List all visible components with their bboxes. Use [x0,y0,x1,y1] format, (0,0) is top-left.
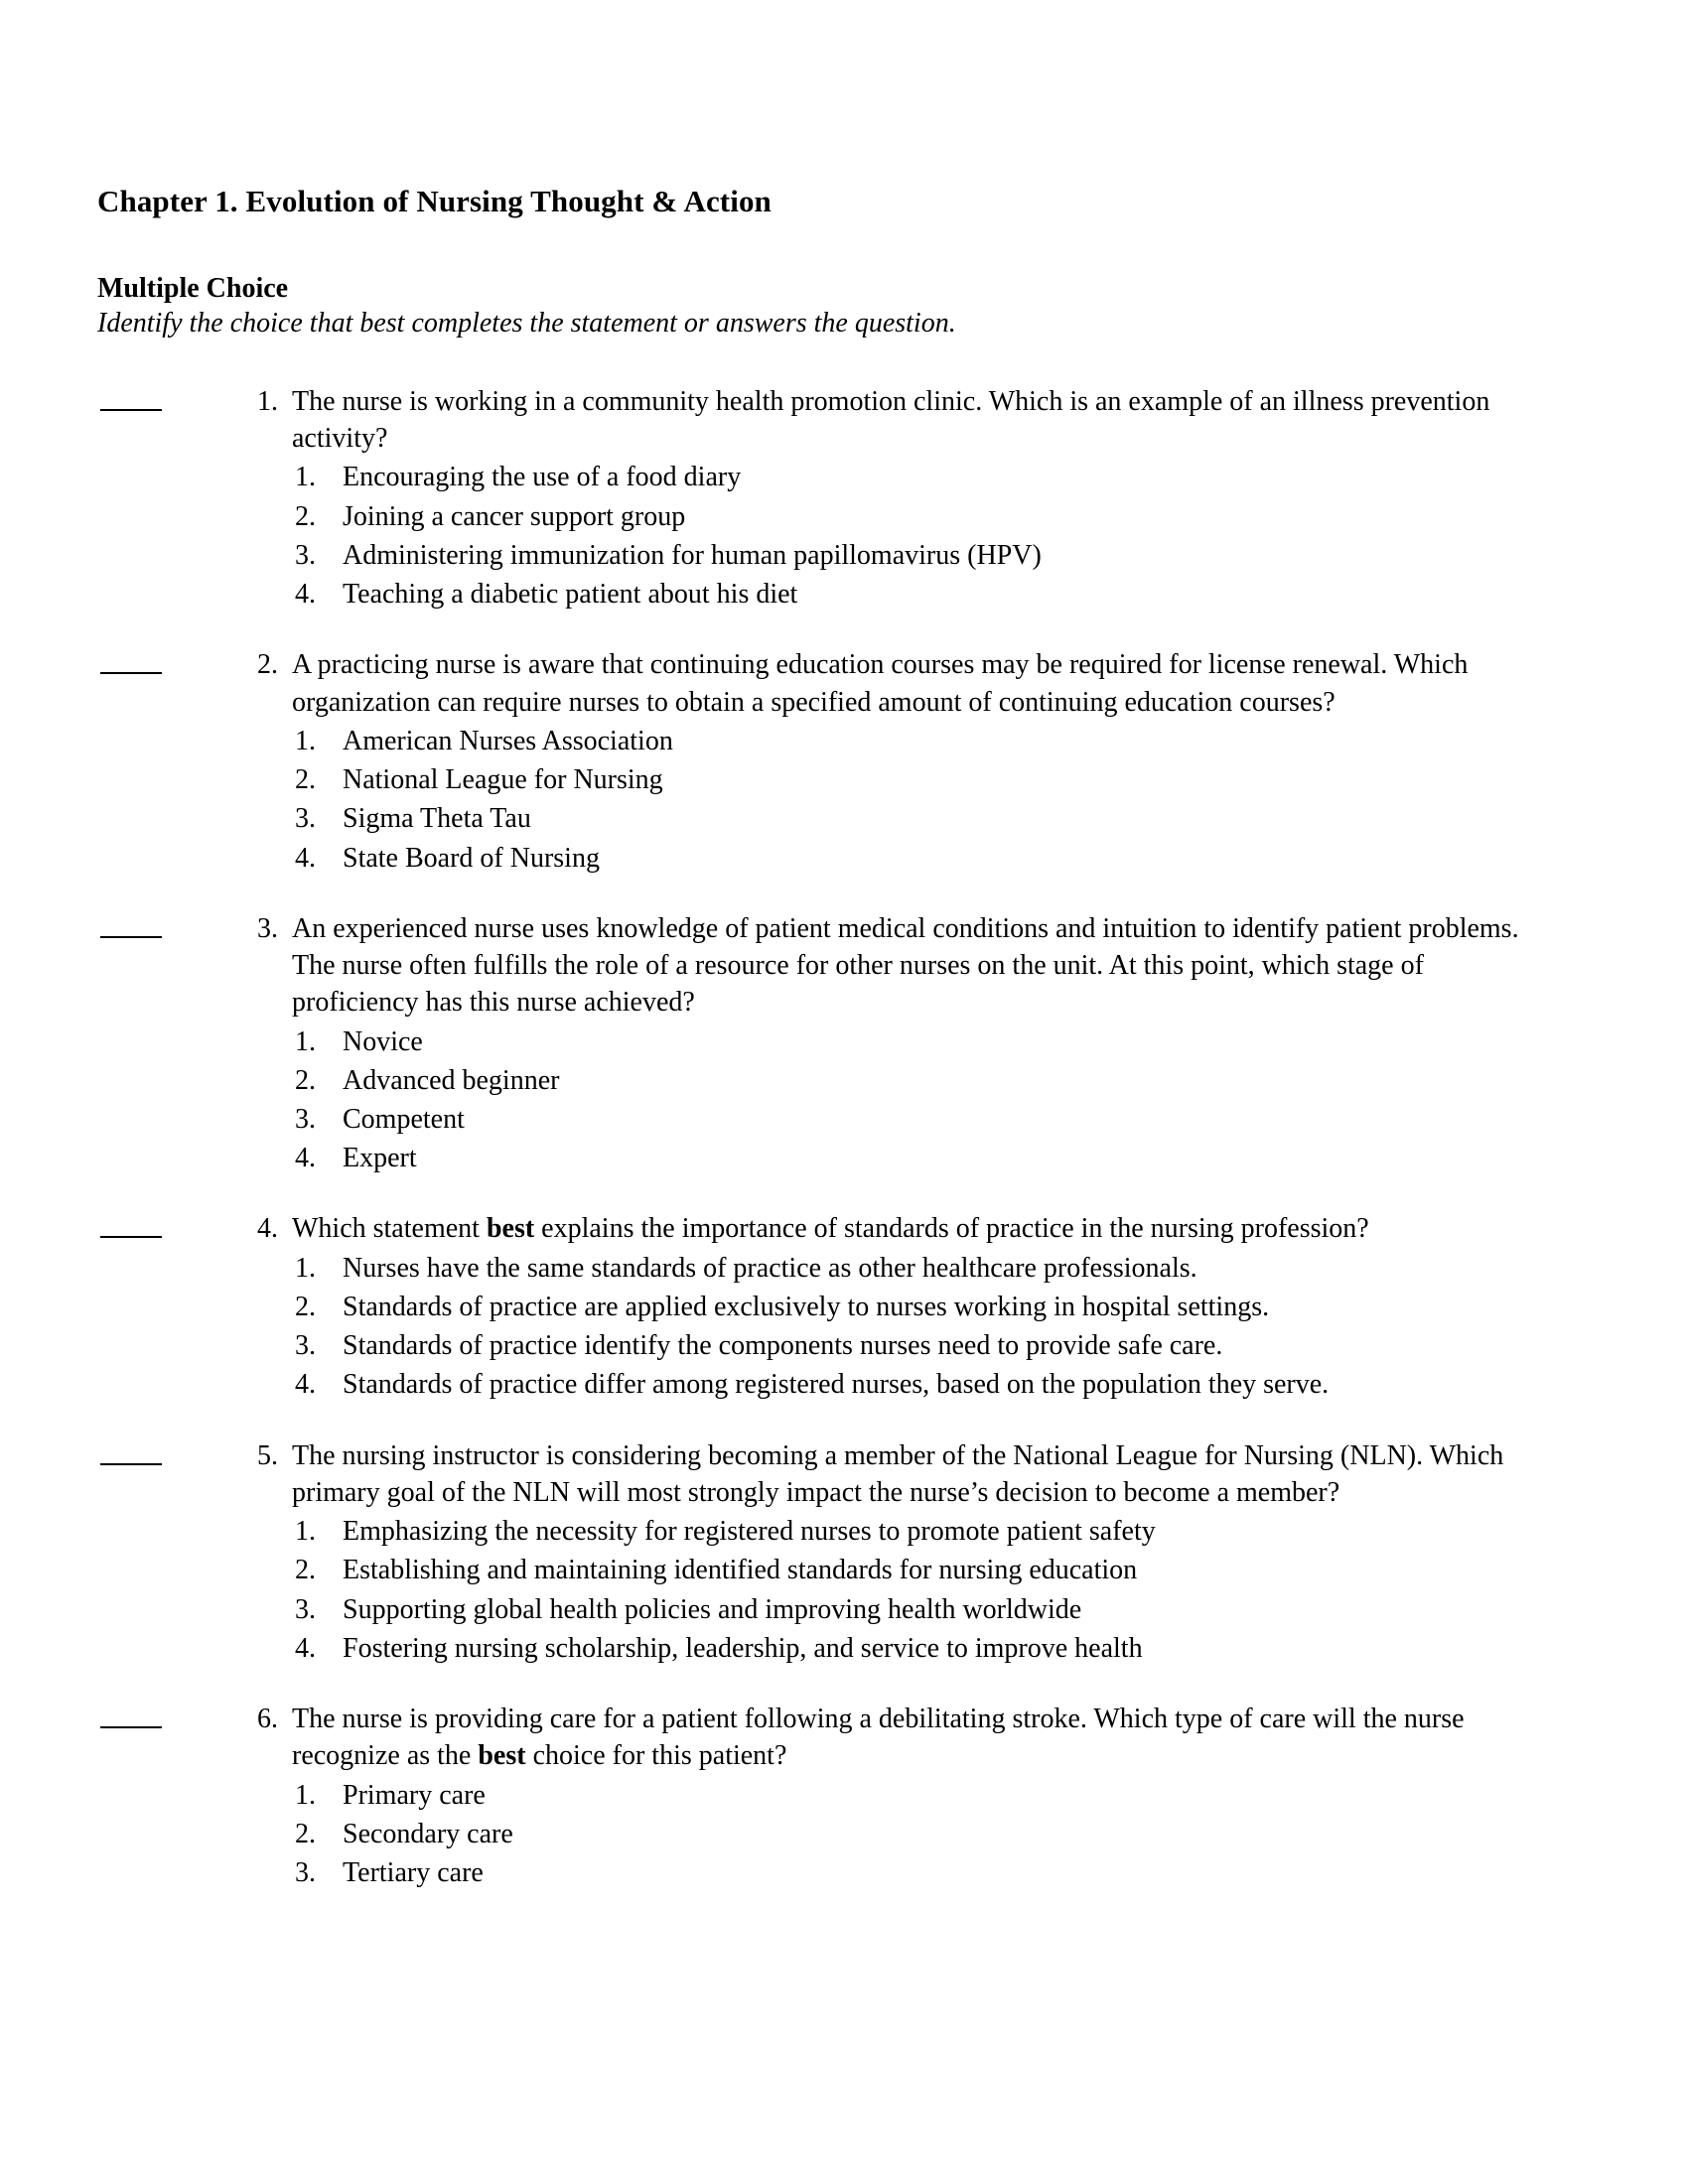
answer-blank[interactable] [97,646,224,674]
question-item [97,1210,1539,1403]
question-item [97,1701,1539,1891]
question-stem-emphasis: best [478,1740,526,1772]
choice-text: Nurses have the same standards of practice as other healthcare professionals. [343,1252,1197,1284]
choice-item[interactable] [292,537,1539,574]
choice-text: Teaching a diabetic patient about his diet [343,579,798,611]
choice-item[interactable] [292,723,1539,759]
choice-number: 1. [295,1025,316,1057]
answer-blank[interactable] [97,910,224,938]
answer-blank-line[interactable] [100,652,162,674]
choice-text: Establishing and maintaining identified standards for nursing education [343,1555,1138,1586]
choice-item[interactable] [292,1854,1539,1891]
choice-text: Advanced beginner [343,1064,560,1096]
choice-item[interactable] [292,1816,1539,1852]
choice-number: 3. [295,1103,316,1135]
question-stem-text: The nursing instructor is considering becoming a member of the National League for Nursing (NLN). Which primary goal of the NLN will most strongly impact the nurse’s decision to become a member? [292,1439,1504,1508]
choice-number: 4. [295,842,316,874]
question-item [97,646,1539,876]
question-stem [292,1210,1539,1247]
choice-text: Standards of practice are applied exclusively to nurses working in hospital settings. [343,1291,1270,1322]
choice-number: 3. [295,1593,316,1625]
choice-item[interactable] [292,1366,1539,1403]
question-body [292,910,1539,1177]
choice-number: 1. [295,1779,316,1811]
question-body [292,1437,1539,1667]
choice-number: 2. [295,1291,316,1322]
choice-item[interactable] [292,1552,1539,1588]
choice-list [292,1250,1539,1404]
choice-text: Sigma Theta Tau [343,803,531,835]
choice-text: Competent [343,1103,465,1135]
question-stem [292,383,1539,457]
section-instruction: Identify the choice that best completes the statement or answers the question. [97,308,956,339]
choice-number: 4. [295,1369,316,1401]
question-stem [292,1701,1539,1774]
choice-list [292,459,1539,613]
choice-item[interactable] [292,1591,1539,1628]
choice-number: 1. [295,1252,316,1284]
choice-text: Expert [343,1143,417,1174]
choice-item[interactable] [292,1250,1539,1287]
choice-list [292,723,1539,877]
answer-blank[interactable] [97,1210,224,1238]
answer-blank[interactable] [97,383,224,411]
choice-item[interactable] [292,1024,1539,1060]
choice-item[interactable] [292,1327,1539,1364]
question-body [292,383,1539,613]
answer-blank-line[interactable] [100,1706,162,1728]
choice-item[interactable] [292,840,1539,877]
choice-text: Supporting global health policies and improving health worldwide [343,1593,1082,1625]
choice-number: 3. [295,803,316,835]
choice-number: 2. [295,1555,316,1586]
choice-number: 2. [295,1064,316,1096]
choice-text: National League for Nursing [343,764,663,796]
question-number: 4. [257,1213,278,1245]
answer-blank-line[interactable] [100,389,162,411]
choice-text: Encouraging the use of a food diary [343,462,742,493]
choice-number: 4. [295,1143,316,1174]
choice-text: Standards of practice identify the components nurses need to provide safe care. [343,1330,1223,1362]
question-stem-text: Which statement [292,1213,487,1245]
choice-number: 3. [295,539,316,571]
choice-number: 2. [295,1818,316,1849]
question-stem-emphasis: best [486,1213,535,1245]
choice-number: 1. [295,462,316,493]
choice-item[interactable] [292,576,1539,613]
question-body [292,1701,1539,1891]
choice-item[interactable] [292,1101,1539,1138]
question-number: 6. [257,1704,278,1735]
choice-text: Standards of practice differ among registered nurses, based on the population they serve. [343,1369,1330,1401]
choice-item[interactable] [292,761,1539,798]
question-stem-text: explains the importance of standards of practice in the nursing profession? [534,1213,1369,1245]
choice-item[interactable] [292,1630,1539,1667]
choice-text: Novice [343,1025,423,1057]
choice-list [292,1777,1539,1892]
question-number: 3. [257,912,278,944]
choice-number: 2. [295,764,316,796]
question-stem-text: An experienced nurse uses knowledge of patient medical conditions and intuition to identify patient problems. The nurse often fulfills the role of a resource for other nurses on the unit. At this point, which stage of proficiency has this nurse achieved? [292,912,1519,1019]
question-stem-text: choice for this patient? [525,1740,787,1772]
choice-number: 1. [295,1516,316,1548]
answer-blank[interactable] [97,1701,224,1728]
question-number: 5. [257,1439,278,1471]
choice-text: Emphasizing the necessity for registered nurses to promote patient safety [343,1516,1156,1548]
answer-blank-line[interactable] [100,916,162,938]
question-stem-text: The nurse is providing care for a patient following a debilitating stroke. Which type of care will the nurse recognize as the [292,1704,1465,1772]
choice-number: 3. [295,1856,316,1888]
choice-list [292,1024,1539,1177]
question-item [97,383,1539,613]
question-body [292,646,1539,876]
choice-list [292,1513,1539,1667]
choice-item[interactable] [292,1140,1539,1176]
choice-text: Tertiary care [343,1856,484,1888]
question-stem [292,1437,1539,1511]
choice-number: 1. [295,725,316,756]
choice-text: Secondary care [343,1818,513,1849]
question-number: 2. [257,649,278,681]
answer-blank-line[interactable] [100,1443,162,1465]
choice-item[interactable] [292,1513,1539,1550]
answer-blank[interactable] [97,1437,224,1465]
choice-text: State Board of Nursing [343,842,600,874]
choice-item[interactable] [292,459,1539,495]
question-body [292,1210,1539,1403]
question-number: 1. [257,386,278,417]
choice-text: Fostering nursing scholarship, leadership, and service to improve health [343,1632,1143,1664]
choice-text: Joining a cancer support group [343,500,686,532]
choice-number: 4. [295,1632,316,1664]
question-item [97,1437,1539,1667]
question-item [97,910,1539,1177]
choice-item[interactable] [292,1777,1539,1814]
question-stem [292,910,1539,1022]
section-heading: Multiple Choice [97,273,289,304]
choice-item[interactable] [292,1062,1539,1099]
choice-text: American Nurses Association [343,725,673,756]
choice-text: Administering immunization for human papillomavirus (HPV) [343,539,1042,571]
question-stem-text: A practicing nurse is aware that continuing education courses may be required for license renewal. Which organization can require nurses to obtain a specified amount of continuing education courses? [292,649,1469,718]
choice-text: Primary care [343,1779,486,1811]
choice-item[interactable] [292,800,1539,837]
question-stem-text: The nurse is working in a community health promotion clinic. Which is an example of an illness prevention activity? [292,386,1490,455]
chapter-title: Chapter 1. Evolution of Nursing Thought & Action [97,184,772,218]
choice-number: 4. [295,579,316,611]
choice-number: 3. [295,1330,316,1362]
question-stem [292,646,1539,720]
choice-item[interactable] [292,498,1539,535]
choice-item[interactable] [292,1289,1539,1325]
answer-blank-line[interactable] [100,1216,162,1238]
question-list [97,383,1539,1891]
choice-number: 2. [295,500,316,532]
